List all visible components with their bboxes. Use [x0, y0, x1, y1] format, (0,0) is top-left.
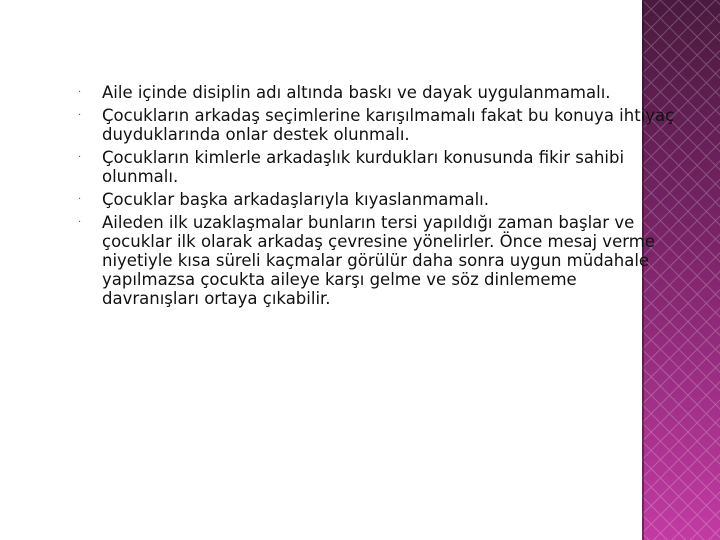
bullet-item [78, 213, 678, 308]
bullet-item [78, 148, 678, 186]
bullet-icon: · [78, 217, 82, 228]
bullet-text: Aileden ilk uzaklaşmalar bunların tersi yapıldığı zaman başlar ve çocuklar ilk olarak arkadaş çevresine yönelirler. Önce mesaj verme niyetiyle kısa süreli kaçmalar görülür daha sonra uygun müdahale yapılmazsa çocukta aileye karşı gelme ve söz dinlememe davranışları ortaya çıkabilir. [102, 213, 655, 308]
bullet-text: Çocuklar başka arkadaşlarıyla kıyaslanmamalı. [102, 190, 489, 209]
bullet-item [78, 106, 678, 144]
bullet-list [78, 83, 678, 312]
bullet-text: Aile içinde disiplin adı altında baskı ve dayak uygulanmamalı. [102, 83, 611, 102]
bullet-text: Çocukların arkadaş seçimlerine karışılmamalı fakat bu konuya ihtiyaç duyduklarında onlar destek olunmalı. [102, 106, 675, 144]
bullet-icon: · [78, 194, 82, 205]
bullet-icon: · [78, 110, 82, 121]
bullet-item [78, 83, 678, 102]
bullet-text: Çocukların kimlerle arkadaşlık kurdukları konusunda fikir sahibi olunmalı. [102, 148, 625, 186]
bullet-icon: · [78, 87, 82, 98]
bullet-icon: · [78, 152, 82, 163]
bullet-item [78, 190, 678, 209]
